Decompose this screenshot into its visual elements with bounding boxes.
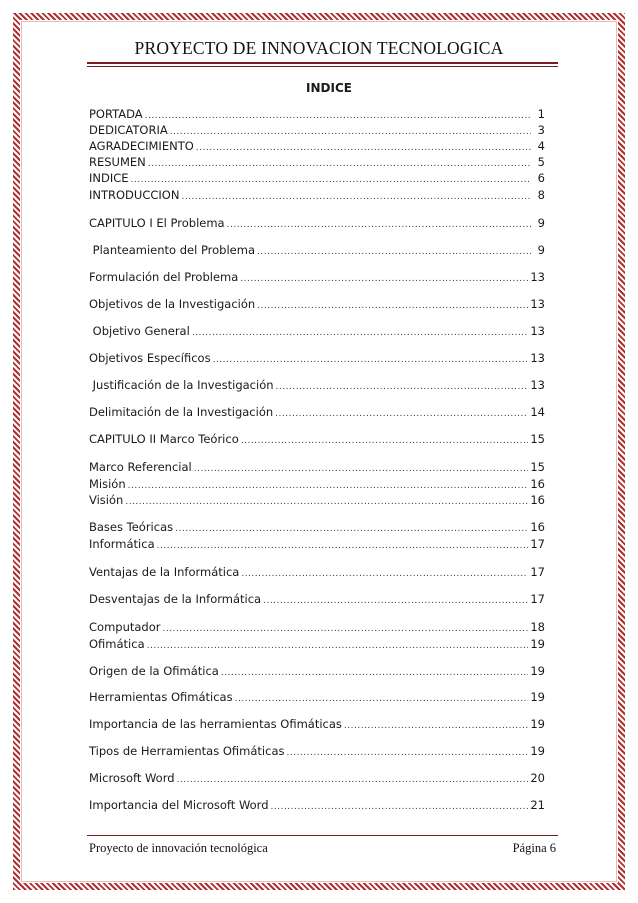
toc-entry-label: Bases Teóricas (89, 520, 174, 534)
toc-entry-label: INTRODUCCION (89, 188, 180, 202)
toc-entry-label: CAPITULO II Marco Teórico (89, 432, 239, 446)
toc-entry-page: 9 (537, 243, 545, 257)
toc-entry (89, 637, 545, 653)
toc-entry-label: Ventajas de la Informática (89, 565, 240, 579)
toc-entry-page: 15 (530, 432, 545, 446)
toc-entry-page: 4 (537, 139, 545, 153)
header-title: PROYECTO DE INNOVACION TECNOLOGICA (134, 38, 504, 58)
toc-leader-dots (257, 301, 528, 311)
toc-entry-page: 5 (537, 155, 545, 169)
toc-leader-dots (162, 624, 528, 634)
toc-entry (89, 460, 545, 476)
toc-leader-dots (263, 596, 528, 606)
toc-leader-dots (257, 247, 531, 257)
toc-entry-label: Objetivos de la Investigación (89, 297, 256, 311)
toc-leader-dots (145, 111, 531, 121)
toc-entry-page: 19 (530, 690, 545, 704)
toc-leader-dots (286, 748, 528, 758)
toc-entry-label: Microsoft Word (89, 771, 175, 785)
toc-entry (89, 216, 545, 232)
toc-leader-dots (235, 694, 529, 704)
toc-entry (89, 405, 545, 421)
toc-entry (89, 493, 545, 509)
toc-entry-page: 13 (530, 324, 545, 338)
toc-entry-label: INDICE (89, 171, 129, 185)
toc-entry-label: Formulación del Problema (89, 270, 239, 284)
toc-entry (89, 620, 545, 636)
toc-entry (89, 297, 545, 313)
toc-entry (89, 139, 545, 155)
toc-entry-page: 16 (530, 520, 545, 534)
toc-entry-page: 13 (530, 297, 545, 311)
toc-entry-label: Objetivo General (89, 324, 190, 338)
toc-leader-dots (241, 569, 528, 579)
toc-entry (89, 798, 545, 814)
toc-leader-dots (241, 436, 529, 446)
toc-entry-page: 17 (530, 537, 545, 551)
toc-leader-dots (194, 464, 529, 474)
toc-entry-page: 14 (530, 405, 545, 419)
toc-entry (89, 744, 545, 760)
toc-leader-dots (227, 220, 531, 230)
toc-entry (89, 477, 545, 493)
toc-entry (89, 520, 545, 536)
toc-entry (89, 351, 545, 367)
toc-leader-dots (157, 541, 529, 551)
toc-entry-label: Importancia del Microsoft Word (89, 798, 269, 812)
toc-entry-label: Justificación de la Investigación (89, 378, 274, 392)
toc-entry-label: DEDICATORIA (89, 123, 168, 137)
index-title: INDICE (306, 81, 352, 95)
toc-entry (89, 690, 545, 706)
toc-entry-page: 16 (530, 477, 545, 491)
toc-entry-page: 9 (537, 216, 545, 230)
toc-entry-page: 21 (530, 798, 545, 812)
toc-entry-page: 1 (537, 107, 545, 121)
toc-leader-dots (148, 159, 531, 169)
toc-entry-page: 13 (530, 270, 545, 284)
toc-entry-label: CAPITULO I El Problema (89, 216, 225, 230)
toc-leader-dots (271, 802, 529, 812)
toc-leader-dots (177, 775, 529, 785)
toc-leader-dots (221, 668, 529, 678)
toc-entry (89, 432, 545, 448)
toc-entry (89, 188, 545, 204)
toc-entry-label: Marco Referencial (89, 460, 192, 474)
toc-entry-page: 17 (530, 592, 545, 606)
toc-entry-page: 15 (530, 460, 545, 474)
toc-leader-dots (344, 721, 528, 731)
toc-entry (89, 664, 545, 680)
toc-entry-page: 13 (530, 351, 545, 365)
toc-entry-label: Herramientas Ofimáticas (89, 690, 233, 704)
toc-entry (89, 565, 545, 581)
toc-entry-label: Ofimática (89, 637, 145, 651)
toc-entry-page: 18 (530, 620, 545, 634)
toc-entry-label: Misión (89, 477, 126, 491)
toc-leader-dots (213, 355, 529, 365)
toc-entry-page: 20 (530, 771, 545, 785)
toc-entry-label: Informática (89, 537, 155, 551)
toc-leader-dots (175, 524, 528, 534)
toc-entry-page: 19 (530, 744, 545, 758)
toc-entry-label: Tipos de Herramientas Ofimáticas (89, 744, 285, 758)
toc-leader-dots (240, 274, 528, 284)
toc-entry-page: 19 (530, 717, 545, 731)
toc-leader-dots (276, 382, 529, 392)
toc-leader-dots (131, 175, 531, 185)
toc-entry (89, 155, 545, 171)
toc-entry-label: Planteamiento del Problema (89, 243, 256, 257)
toc-entry-label: PORTADA (89, 107, 143, 121)
toc-leader-dots (125, 497, 528, 507)
toc-entry-label: Visión (89, 493, 124, 507)
toc-leader-dots (181, 192, 531, 202)
toc-entry-page: 3 (537, 123, 545, 137)
toc-leader-dots (192, 328, 529, 338)
toc-entry (89, 771, 545, 787)
toc-entry-page: 13 (530, 378, 545, 392)
toc-entry (89, 243, 545, 259)
toc-entry-label: Delimitación de la Investigación (89, 405, 274, 419)
toc-entry (89, 270, 545, 286)
toc-leader-dots (196, 143, 531, 153)
toc-entry-page: 19 (530, 637, 545, 651)
toc-entry-label: Desventajas de la Informática (89, 592, 262, 606)
toc-entry (89, 592, 545, 608)
toc-leader-dots (128, 481, 529, 491)
toc-entry (89, 537, 545, 553)
toc-leader-dots (275, 409, 528, 419)
footer-project-name: Proyecto de innovación tecnológica (89, 841, 268, 855)
toc-entry-page: 8 (537, 188, 545, 202)
toc-entry (89, 378, 545, 394)
toc-entry-label: Importancia de las herramientas Ofimáticas (89, 717, 342, 731)
toc-entry-page: 19 (530, 664, 545, 678)
toc-leader-dots (147, 641, 529, 651)
toc-entry-label: Objetivos Específicos (89, 351, 211, 365)
footer-page-number: Página 6 (512, 841, 556, 855)
toc-entry-label: Computador (89, 620, 161, 634)
toc-entry-label: Origen de la Ofimática (89, 664, 219, 678)
footer-rule (87, 835, 558, 836)
toc-entry-label: RESUMEN (89, 155, 146, 169)
toc-entry-page: 16 (530, 493, 545, 507)
toc-entry (89, 171, 545, 187)
header-rule (87, 62, 558, 64)
toc-entry-label: AGRADECIMIENTO (89, 139, 194, 153)
toc-entry (89, 123, 545, 139)
toc-entry (89, 107, 545, 123)
toc-entry (89, 717, 545, 733)
header-rule-thin (87, 66, 558, 67)
toc-entry (89, 324, 545, 340)
toc-leader-dots (170, 127, 531, 137)
toc-entry-page: 17 (530, 565, 545, 579)
toc-entry-page: 6 (537, 171, 545, 185)
